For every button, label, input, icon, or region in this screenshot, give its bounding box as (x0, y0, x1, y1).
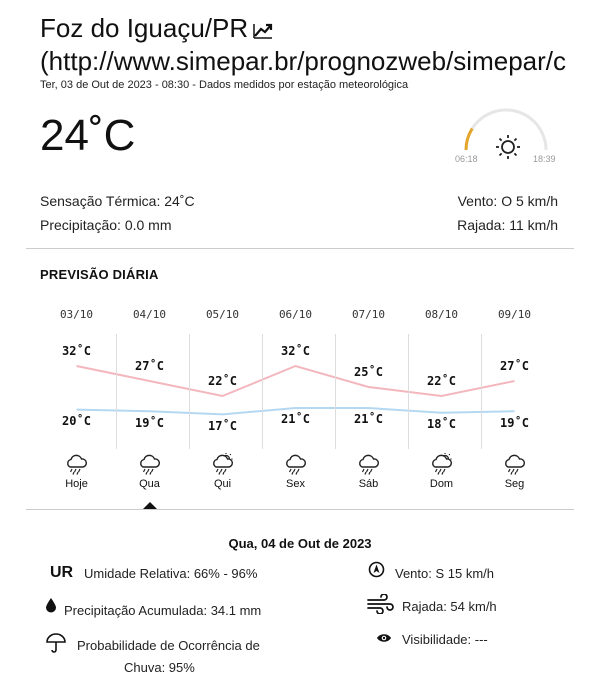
forecast-min-temp: 21˚C (281, 412, 310, 426)
storm-cloud-icon (64, 452, 90, 476)
detail-precipitation: Precipitação Acumulada: 34.1 mm (64, 603, 262, 618)
current-precipitation: Precipitação: 0.0 mm (40, 217, 172, 233)
forecast-separator (116, 334, 117, 449)
sun-icon (496, 135, 520, 159)
forecast-date: 03/10 (59, 308, 94, 321)
forecast-day[interactable] (186, 300, 259, 496)
forecast-day-name: Sáb (358, 478, 379, 490)
forecast-separator (189, 334, 190, 449)
humidity-ur-icon: UR (50, 564, 74, 581)
forecast-strip[interactable] (40, 300, 545, 500)
feels-like: Sensação Térmica: 24˚C (40, 193, 195, 209)
forecast-day-name: Seg (504, 478, 525, 490)
forecast-day-name: Sex (286, 478, 305, 490)
forecast-separator (335, 334, 336, 449)
observation-subtitle: Ter, 03 de Out de 2023 - 08:30 - Dados medidos por estação meteorológica (40, 79, 409, 91)
forecast-day-name: Dom (429, 478, 454, 490)
forecast-day[interactable] (478, 300, 545, 496)
forecast-date: 09/10 (497, 308, 532, 321)
forecast-separator (408, 334, 409, 449)
partly-cloudy-rain-icon (210, 452, 236, 476)
sun-arc-widget (452, 102, 560, 168)
current-gust: Rajada: 11 km/h (457, 217, 558, 233)
forecast-max-temp: 32˚C (281, 344, 310, 358)
forecast-day-name: Qui (213, 478, 232, 490)
wind-direction-icon (368, 561, 385, 578)
forecast-day-name: Qua (139, 478, 160, 490)
city-name[interactable]: Foz do Iguaçu/PR (40, 13, 249, 43)
forecast-day[interactable] (113, 300, 186, 496)
umbrella-icon (45, 632, 67, 654)
section-divider (26, 248, 574, 249)
current-temperature: 24˚C (40, 111, 136, 160)
forecast-max-temp: 22˚C (427, 374, 456, 388)
eye-icon (376, 632, 392, 644)
forecast-day[interactable] (332, 300, 405, 496)
detail-rain-probability-line2: Chuva: 95% (124, 660, 195, 675)
wind-gust-icon (366, 594, 394, 614)
forecast-date: 04/10 (132, 308, 167, 321)
forecast-max-temp: 27˚C (135, 359, 164, 373)
forecast-day[interactable] (40, 300, 113, 496)
storm-cloud-icon (283, 452, 309, 476)
forecast-bottom-divider (26, 509, 574, 510)
city-title[interactable] (40, 12, 274, 45)
raindrop-icon (44, 597, 58, 613)
forecast-min-temp: 19˚C (500, 415, 529, 430)
current-wind: Vento: O 5 km/h (457, 193, 558, 209)
forecast-day[interactable] (405, 300, 478, 496)
storm-cloud-icon (356, 452, 382, 476)
forecast-date: 08/10 (424, 308, 459, 321)
detail-visibility: Visibilidade: --- (402, 632, 488, 647)
forecast-max-temp: 22˚C (208, 374, 237, 388)
forecast-date: 07/10 (351, 308, 386, 321)
detail-wind: Vento: S 15 km/h (395, 566, 495, 581)
source-url-link[interactable]: (http://www.simepar.br/prognozweb/simepar/c (40, 46, 566, 76)
forecast-min-temp: 18˚C (427, 417, 456, 432)
detail-gust: Rajada: 54 km/h (402, 599, 497, 614)
daily-forecast-title: PREVISÃO DIÁRIA (40, 267, 159, 282)
forecast-min-temp: 19˚C (135, 415, 164, 430)
forecast-min-temp: 20˚C (62, 413, 91, 428)
storm-cloud-icon (502, 452, 528, 476)
forecast-day-name: Hoje (65, 478, 88, 490)
storm-cloud-icon (137, 452, 163, 476)
forecast-max-temp: 32˚C (62, 344, 91, 358)
sunrise-time: 06:18 (455, 154, 478, 164)
forecast-min-temp: 21˚C (354, 412, 383, 426)
forecast-date: 06/10 (278, 308, 313, 321)
detail-date-title: Qua, 04 de Out de 2023 (228, 536, 372, 551)
forecast-max-temp: 25˚C (354, 365, 383, 379)
forecast-separator (481, 334, 482, 449)
forecast-day[interactable] (259, 300, 332, 496)
forecast-separator (262, 334, 263, 449)
selected-day-indicator (143, 502, 157, 509)
forecast-date: 05/10 (205, 308, 240, 321)
detail-humidity: Umidade Relativa: 66% - 96% (84, 566, 258, 581)
partly-cloudy-rain-icon (429, 452, 455, 476)
sunset-time: 18:39 (533, 154, 556, 164)
trending-chart-icon[interactable] (252, 21, 274, 39)
forecast-max-temp: 27˚C (500, 359, 529, 373)
forecast-min-temp: 17˚C (208, 419, 237, 434)
detail-rain-probability-line1: Probabilidade de Ocorrência de (77, 638, 260, 653)
